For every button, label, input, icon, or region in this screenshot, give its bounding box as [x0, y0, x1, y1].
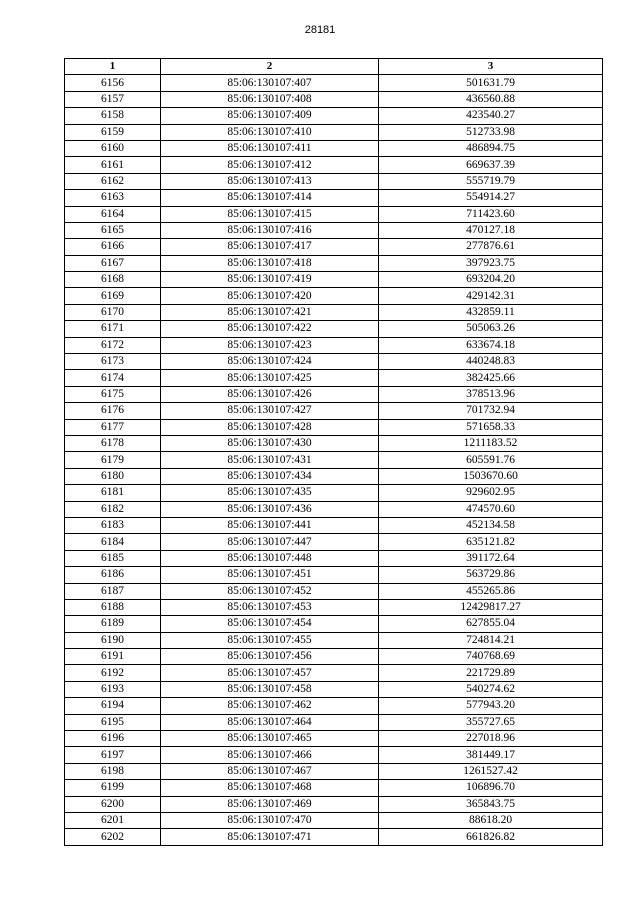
row-number-cell: 6169	[65, 288, 161, 304]
cadastral-number-cell: 85:06:130107:426	[161, 386, 379, 402]
row-number-cell: 6161	[65, 157, 161, 173]
value-cell: 355727.65	[379, 714, 603, 730]
cadastral-number-cell: 85:06:130107:431	[161, 452, 379, 468]
value-cell: 365843.75	[379, 796, 603, 812]
row-number-cell: 6191	[65, 649, 161, 665]
cadastral-number-cell: 85:06:130107:470	[161, 812, 379, 828]
value-cell: 633674.18	[379, 337, 603, 353]
cadastral-number-cell: 85:06:130107:422	[161, 321, 379, 337]
value-cell: 563729.86	[379, 567, 603, 583]
value-cell: 571658.33	[379, 419, 603, 435]
row-number-cell: 6165	[65, 222, 161, 238]
row-number-cell: 6185	[65, 550, 161, 566]
cadastral-number-cell: 85:06:130107:454	[161, 616, 379, 632]
table-row	[65, 681, 603, 697]
cadastral-number-cell: 85:06:130107:457	[161, 665, 379, 681]
row-number-cell: 6193	[65, 681, 161, 697]
row-number-cell: 6197	[65, 747, 161, 763]
row-number-cell: 6172	[65, 337, 161, 353]
header-row	[65, 59, 603, 75]
table-row	[65, 534, 603, 550]
table-row	[65, 157, 603, 173]
table-row	[65, 796, 603, 812]
row-number-cell: 6182	[65, 501, 161, 517]
table-row	[65, 206, 603, 222]
value-cell: 391172.64	[379, 550, 603, 566]
cadastral-number-cell: 85:06:130107:466	[161, 747, 379, 763]
value-cell: 382425.66	[379, 370, 603, 386]
row-number-cell: 6180	[65, 468, 161, 484]
table-row	[65, 812, 603, 828]
row-number-cell: 6199	[65, 780, 161, 796]
value-cell: 554914.27	[379, 190, 603, 206]
cadastral-number-cell: 85:06:130107:412	[161, 157, 379, 173]
table-row	[65, 75, 603, 91]
cadastral-number-cell: 85:06:130107:436	[161, 501, 379, 517]
row-number-cell: 6166	[65, 239, 161, 255]
table-row	[65, 747, 603, 763]
cadastral-number-cell: 85:06:130107:430	[161, 435, 379, 451]
row-number-cell: 6194	[65, 698, 161, 714]
table-row	[65, 386, 603, 402]
row-number-cell: 6157	[65, 91, 161, 107]
cadastral-number-cell: 85:06:130107:468	[161, 780, 379, 796]
row-number-cell: 6156	[65, 75, 161, 91]
cadastral-number-cell: 85:06:130107:469	[161, 796, 379, 812]
row-number-cell: 6170	[65, 304, 161, 320]
cadastral-number-cell: 85:06:130107:416	[161, 222, 379, 238]
table-row	[65, 452, 603, 468]
table-row	[65, 665, 603, 681]
row-number-cell: 6201	[65, 812, 161, 828]
table-row	[65, 419, 603, 435]
row-number-cell: 6174	[65, 370, 161, 386]
cadastral-number-cell: 85:06:130107:425	[161, 370, 379, 386]
value-cell: 378513.96	[379, 386, 603, 402]
row-number-cell: 6171	[65, 321, 161, 337]
table-header	[65, 59, 603, 75]
row-number-cell: 6202	[65, 829, 161, 845]
value-cell: 661826.82	[379, 829, 603, 845]
row-number-cell: 6167	[65, 255, 161, 271]
value-cell: 436560.88	[379, 91, 603, 107]
table-row	[65, 698, 603, 714]
table-row	[65, 173, 603, 189]
value-cell: 1503670.60	[379, 468, 603, 484]
table-row	[65, 403, 603, 419]
row-number-cell: 6200	[65, 796, 161, 812]
row-number-cell: 6189	[65, 616, 161, 632]
cadastral-number-cell: 85:06:130107:408	[161, 91, 379, 107]
value-cell: 452134.58	[379, 517, 603, 533]
value-cell: 577943.20	[379, 698, 603, 714]
cadastral-number-cell: 85:06:130107:421	[161, 304, 379, 320]
table-row	[65, 288, 603, 304]
value-cell: 635121.82	[379, 534, 603, 550]
row-number-cell: 6168	[65, 272, 161, 288]
value-cell: 929602.95	[379, 485, 603, 501]
table-row	[65, 599, 603, 615]
value-cell: 512733.98	[379, 124, 603, 140]
table-row	[65, 649, 603, 665]
row-number-cell: 6192	[65, 665, 161, 681]
table-row	[65, 517, 603, 533]
value-cell: 88618.20	[379, 812, 603, 828]
value-cell: 501631.79	[379, 75, 603, 91]
table-row	[65, 763, 603, 779]
cadastral-number-cell: 85:06:130107:428	[161, 419, 379, 435]
table-row	[65, 714, 603, 730]
table-row	[65, 272, 603, 288]
cadastral-number-cell: 85:06:130107:448	[161, 550, 379, 566]
row-number-cell: 6158	[65, 108, 161, 124]
table-row	[65, 140, 603, 156]
row-number-cell: 6176	[65, 403, 161, 419]
row-number-cell: 6163	[65, 190, 161, 206]
row-number-cell: 6173	[65, 354, 161, 370]
cadastral-number-cell: 85:06:130107:411	[161, 140, 379, 156]
value-cell: 432859.11	[379, 304, 603, 320]
cadastral-number-cell: 85:06:130107:410	[161, 124, 379, 140]
row-number-cell: 6159	[65, 124, 161, 140]
value-cell: 1261527.42	[379, 763, 603, 779]
table-row	[65, 731, 603, 747]
cadastral-number-cell: 85:06:130107:427	[161, 403, 379, 419]
row-number-cell: 6164	[65, 206, 161, 222]
row-number-cell: 6187	[65, 583, 161, 599]
value-cell: 724814.21	[379, 632, 603, 648]
cadastral-number-cell: 85:06:130107:424	[161, 354, 379, 370]
table-row	[65, 501, 603, 517]
table-row	[65, 304, 603, 320]
table-row	[65, 255, 603, 271]
column-header-3: 3	[379, 59, 603, 75]
cadastral-number-cell: 85:06:130107:451	[161, 567, 379, 583]
table-row	[65, 124, 603, 140]
value-cell: 455265.86	[379, 583, 603, 599]
value-cell: 440248.83	[379, 354, 603, 370]
value-cell: 711423.60	[379, 206, 603, 222]
cadastral-number-cell: 85:06:130107:464	[161, 714, 379, 730]
row-number-cell: 6181	[65, 485, 161, 501]
table-body	[65, 75, 603, 845]
value-cell: 12429817.27	[379, 599, 603, 615]
value-cell: 605591.76	[379, 452, 603, 468]
row-number-cell: 6195	[65, 714, 161, 730]
value-cell: 227018.96	[379, 731, 603, 747]
table-row	[65, 632, 603, 648]
table-row	[65, 485, 603, 501]
cadastral-number-cell: 85:06:130107:420	[161, 288, 379, 304]
value-cell: 486894.75	[379, 140, 603, 156]
table-row	[65, 780, 603, 796]
value-cell: 474570.60	[379, 501, 603, 517]
row-number-cell: 6177	[65, 419, 161, 435]
table-row	[65, 550, 603, 566]
cadastral-number-cell: 85:06:130107:441	[161, 517, 379, 533]
cadastral-number-cell: 85:06:130107:455	[161, 632, 379, 648]
table-row	[65, 616, 603, 632]
table-row	[65, 468, 603, 484]
row-number-cell: 6196	[65, 731, 161, 747]
cadastral-number-cell: 85:06:130107:465	[161, 731, 379, 747]
table-row	[65, 239, 603, 255]
cadastral-number-cell: 85:06:130107:452	[161, 583, 379, 599]
row-number-cell: 6183	[65, 517, 161, 533]
row-number-cell: 6162	[65, 173, 161, 189]
row-number-cell: 6184	[65, 534, 161, 550]
cadastral-number-cell: 85:06:130107:407	[161, 75, 379, 91]
cadastral-number-cell: 85:06:130107:409	[161, 108, 379, 124]
cadastral-number-cell: 85:06:130107:413	[161, 173, 379, 189]
value-cell: 397923.75	[379, 255, 603, 271]
value-cell: 106896.70	[379, 780, 603, 796]
data-table	[64, 58, 603, 846]
row-number-cell: 6160	[65, 140, 161, 156]
table-row	[65, 583, 603, 599]
cadastral-number-cell: 85:06:130107:417	[161, 239, 379, 255]
row-number-cell: 6188	[65, 599, 161, 615]
value-cell: 555719.79	[379, 173, 603, 189]
page-number: 28181	[304, 24, 336, 36]
table-row	[65, 337, 603, 353]
value-cell: 429142.31	[379, 288, 603, 304]
row-number-cell: 6178	[65, 435, 161, 451]
table-row	[65, 829, 603, 845]
table-row	[65, 91, 603, 107]
value-cell: 381449.17	[379, 747, 603, 763]
value-cell: 540274.62	[379, 681, 603, 697]
row-number-cell: 6198	[65, 763, 161, 779]
value-cell: 740768.69	[379, 649, 603, 665]
table-row	[65, 435, 603, 451]
value-cell: 693204.20	[379, 272, 603, 288]
cadastral-number-cell: 85:06:130107:453	[161, 599, 379, 615]
column-header-1: 1	[65, 59, 161, 75]
cadastral-number-cell: 85:06:130107:471	[161, 829, 379, 845]
cadastral-number-cell: 85:06:130107:418	[161, 255, 379, 271]
cadastral-number-cell: 85:06:130107:419	[161, 272, 379, 288]
cadastral-number-cell: 85:06:130107:456	[161, 649, 379, 665]
cadastral-number-cell: 85:06:130107:415	[161, 206, 379, 222]
table-row	[65, 222, 603, 238]
cadastral-number-cell: 85:06:130107:458	[161, 681, 379, 697]
table-row	[65, 190, 603, 206]
value-cell: 423540.27	[379, 108, 603, 124]
value-cell: 505063.26	[379, 321, 603, 337]
table-row	[65, 354, 603, 370]
value-cell: 277876.61	[379, 239, 603, 255]
row-number-cell: 6179	[65, 452, 161, 468]
value-cell: 470127.18	[379, 222, 603, 238]
table-row	[65, 370, 603, 386]
table-row	[65, 108, 603, 124]
column-header-2: 2	[161, 59, 379, 75]
cadastral-number-cell: 85:06:130107:434	[161, 468, 379, 484]
value-cell: 627855.04	[379, 616, 603, 632]
cadastral-number-cell: 85:06:130107:462	[161, 698, 379, 714]
table-row	[65, 567, 603, 583]
cadastral-number-cell: 85:06:130107:447	[161, 534, 379, 550]
value-cell: 221729.89	[379, 665, 603, 681]
value-cell: 701732.94	[379, 403, 603, 419]
cadastral-number-cell: 85:06:130107:435	[161, 485, 379, 501]
cadastral-number-cell: 85:06:130107:414	[161, 190, 379, 206]
row-number-cell: 6175	[65, 386, 161, 402]
value-cell: 669637.39	[379, 157, 603, 173]
cadastral-number-cell: 85:06:130107:423	[161, 337, 379, 353]
table-row	[65, 321, 603, 337]
cadastral-number-cell: 85:06:130107:467	[161, 763, 379, 779]
row-number-cell: 6186	[65, 567, 161, 583]
value-cell: 1211183.52	[379, 435, 603, 451]
row-number-cell: 6190	[65, 632, 161, 648]
